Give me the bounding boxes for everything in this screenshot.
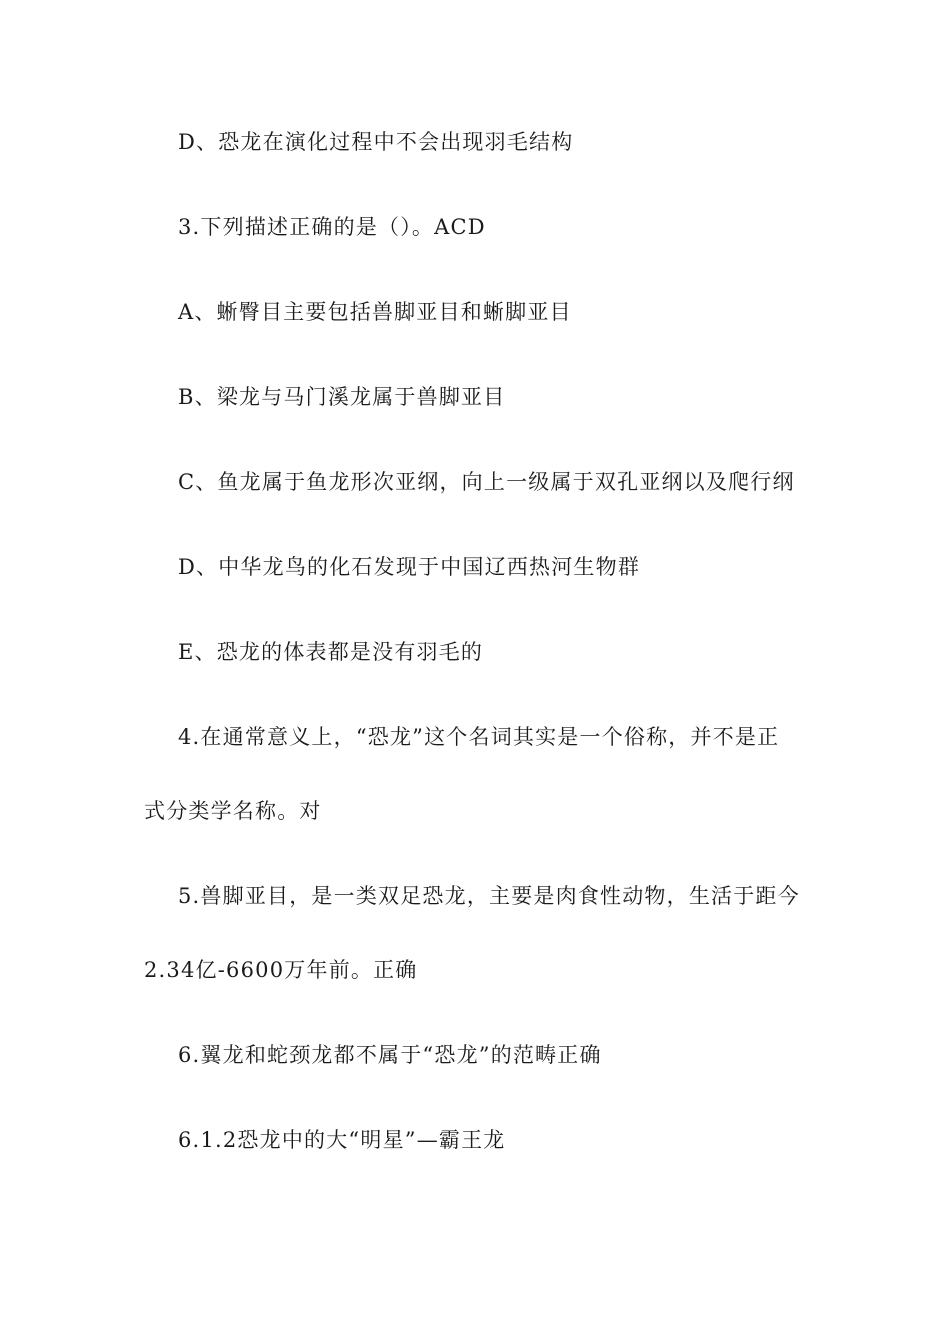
option-d-feathers: D、恐龙在演化过程中不会出现羽毛结构	[178, 130, 574, 154]
option-c: C、鱼龙属于鱼龙形次亚纲，向上一级属于双孔亚纲以及爬行纲	[178, 470, 795, 494]
question-3: 3.下列描述正确的是（）。ACD	[178, 215, 486, 239]
section-heading-6-1-2: 6.1.2恐龙中的大“明星”—霸王龙	[178, 1128, 506, 1152]
question-5-line-2: 2.34亿-6600万年前。正确	[144, 958, 418, 982]
question-5-line-1: 5.兽脚亚目，是一类双足恐龙，主要是肉食性动物，生活于距今	[178, 884, 800, 908]
question-4-line-1: 4.在通常意义上，“恐龙”这个名词其实是一个俗称，并不是正	[178, 725, 780, 749]
option-e: E、恐龙的体表都是没有羽毛的	[178, 640, 484, 664]
question-6: 6.翼龙和蛇颈龙都不属于“恐龙”的范畴正确	[178, 1043, 602, 1067]
option-b: B、梁龙与马门溪龙属于兽脚亚目	[178, 385, 506, 409]
option-d: D、中华龙鸟的化石发现于中国辽西热河生物群	[178, 555, 641, 579]
option-a: A、蜥臀目主要包括兽脚亚目和蜥脚亚目	[178, 300, 572, 324]
question-4-line-2: 式分类学名称。对	[144, 799, 322, 823]
